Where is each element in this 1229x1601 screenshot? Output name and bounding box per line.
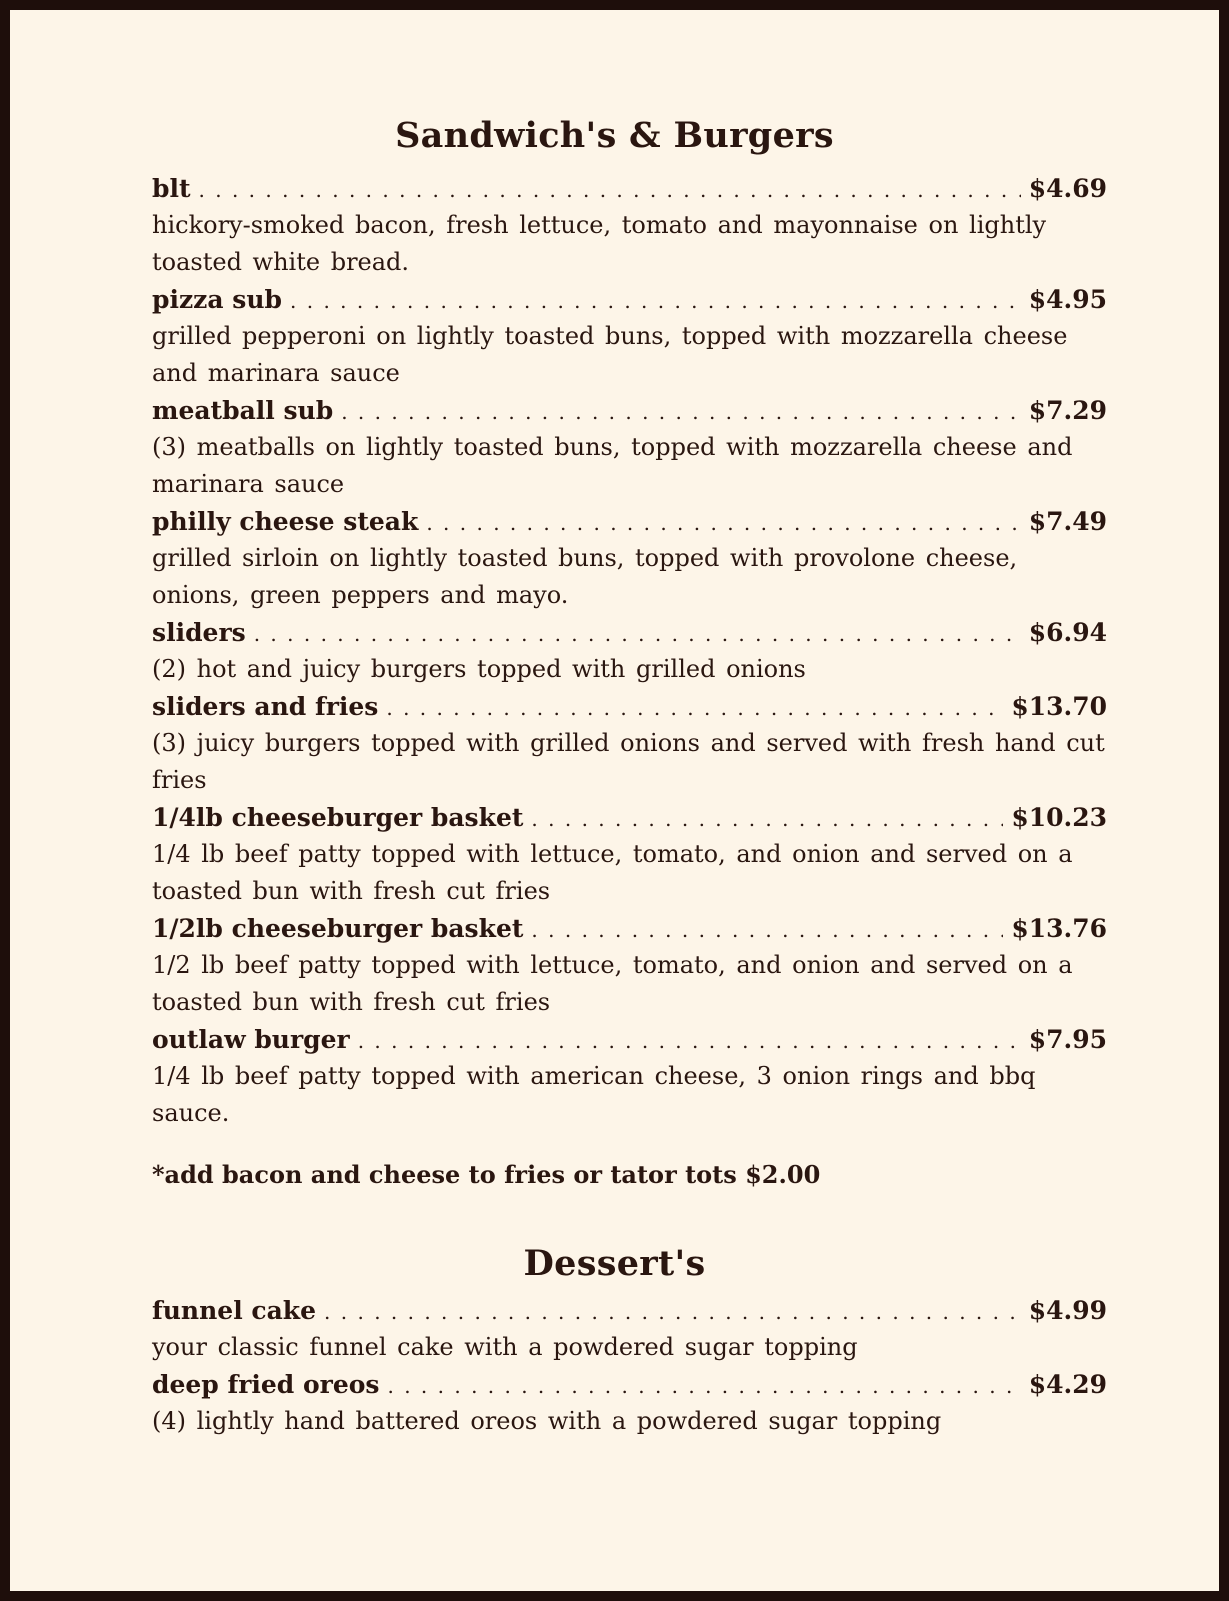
menu-item-funnel-cake bbox=[152, 1292, 1107, 1366]
item-description: hickory-smoked bacon, fresh lettuce, tomato and mayonnaise on lightly toasted white bread. bbox=[152, 211, 1047, 276]
sandwiches-title: Sandwich's & Burgers bbox=[395, 115, 834, 156]
menu-item-quarter-lb-cheeseburger-basket bbox=[152, 799, 1107, 910]
item-header bbox=[152, 1366, 1107, 1403]
dot-leader bbox=[386, 690, 1003, 727]
menu-item-sliders-and-fries bbox=[152, 688, 1107, 799]
menu-page bbox=[10, 10, 1219, 1591]
menu-item-meatball-sub bbox=[152, 392, 1107, 503]
item-header bbox=[152, 503, 1107, 540]
item-header bbox=[152, 910, 1107, 947]
item-name: sliders bbox=[152, 618, 246, 647]
dot-leader bbox=[531, 801, 1003, 838]
desserts-title: Dessert's bbox=[523, 1243, 706, 1284]
menu-item-pizza-sub bbox=[152, 281, 1107, 392]
item-description: 1/2 lb beef patty topped with lettuce, tomato, and onion and served on a toasted bun with fresh cut fries bbox=[152, 951, 1073, 1016]
item-description: 1/4 lb beef patty topped with american cheese, 3 onion rings and bbq sauce. bbox=[152, 1062, 1036, 1127]
item-description: grilled sirloin on lightly toasted buns, topped with provolone cheese, onions, green peppers and mayo. bbox=[152, 544, 1018, 609]
dot-leader bbox=[426, 505, 1020, 542]
item-name: funnel cake bbox=[152, 1296, 317, 1325]
item-name: outlaw burger bbox=[152, 1025, 350, 1054]
item-price: $7.29 bbox=[1028, 396, 1107, 425]
item-price: $4.69 bbox=[1028, 174, 1107, 203]
item-header bbox=[152, 170, 1107, 207]
item-name: pizza sub bbox=[152, 285, 283, 314]
item-description: (3) juicy burgers topped with grilled onions and served with fresh hand cut fries bbox=[152, 729, 1105, 794]
dot-leader bbox=[324, 1294, 1021, 1331]
item-name: sliders and fries bbox=[152, 692, 379, 721]
item-header bbox=[152, 392, 1107, 429]
add-on-note: *add bacon and cheese to fries or tator tots $2.00 bbox=[152, 1160, 821, 1189]
item-price: $7.95 bbox=[1028, 1025, 1107, 1054]
item-price: $4.29 bbox=[1028, 1370, 1107, 1399]
dot-leader bbox=[531, 912, 1003, 949]
menu-item-sliders bbox=[152, 614, 1107, 688]
menu-item-half-lb-cheeseburger-basket bbox=[152, 910, 1107, 1021]
menu-item-blt bbox=[152, 170, 1107, 281]
item-header bbox=[152, 1021, 1107, 1058]
dot-leader bbox=[341, 394, 1020, 431]
dot-leader bbox=[358, 1023, 1021, 1060]
menu-item-philly-cheese-steak bbox=[152, 503, 1107, 614]
item-name: 1/4lb cheeseburger basket bbox=[152, 803, 524, 832]
sandwiches-list bbox=[152, 170, 1107, 1132]
item-header bbox=[152, 688, 1107, 725]
item-name: meatball sub bbox=[152, 396, 334, 425]
item-header bbox=[152, 799, 1107, 836]
item-description: grilled pepperoni on lightly toasted buns, topped with mozzarella cheese and marinara sauce bbox=[152, 322, 1068, 387]
item-price: $6.94 bbox=[1028, 618, 1107, 647]
item-description: 1/4 lb beef patty topped with lettuce, tomato, and onion and served on a toasted bun with fresh cut fries bbox=[152, 840, 1073, 905]
item-header bbox=[152, 281, 1107, 318]
desserts-list bbox=[152, 1292, 1107, 1440]
item-description: (3) meatballs on lightly toasted buns, topped with mozzarella cheese and marinara sauce bbox=[152, 433, 1073, 498]
menu-item-deep-fried-oreos bbox=[152, 1366, 1107, 1440]
item-description: (4) lightly hand battered oreos with a powdered sugar topping bbox=[152, 1407, 942, 1435]
menu-item-outlaw-burger bbox=[152, 1021, 1107, 1132]
item-name: blt bbox=[152, 174, 191, 203]
dot-leader bbox=[254, 616, 1021, 653]
dot-leader bbox=[290, 283, 1021, 320]
item-description: your classic funnel cake with a powdered sugar topping bbox=[152, 1333, 858, 1361]
item-price: $7.49 bbox=[1028, 507, 1107, 536]
item-description: (2) hot and juicy burgers topped with grilled onions bbox=[152, 655, 806, 683]
item-header bbox=[152, 1292, 1107, 1329]
dot-leader bbox=[199, 172, 1021, 209]
item-price: $4.99 bbox=[1028, 1296, 1107, 1325]
item-price: $10.23 bbox=[1011, 803, 1107, 832]
item-name: 1/2lb cheeseburger basket bbox=[152, 914, 524, 943]
item-header bbox=[152, 614, 1107, 651]
item-name: deep fried oreos bbox=[152, 1370, 380, 1399]
item-price: $13.70 bbox=[1011, 692, 1107, 721]
item-name: philly cheese steak bbox=[152, 507, 419, 536]
item-price: $13.76 bbox=[1011, 914, 1107, 943]
item-price: $4.95 bbox=[1028, 285, 1107, 314]
dot-leader bbox=[388, 1368, 1021, 1405]
